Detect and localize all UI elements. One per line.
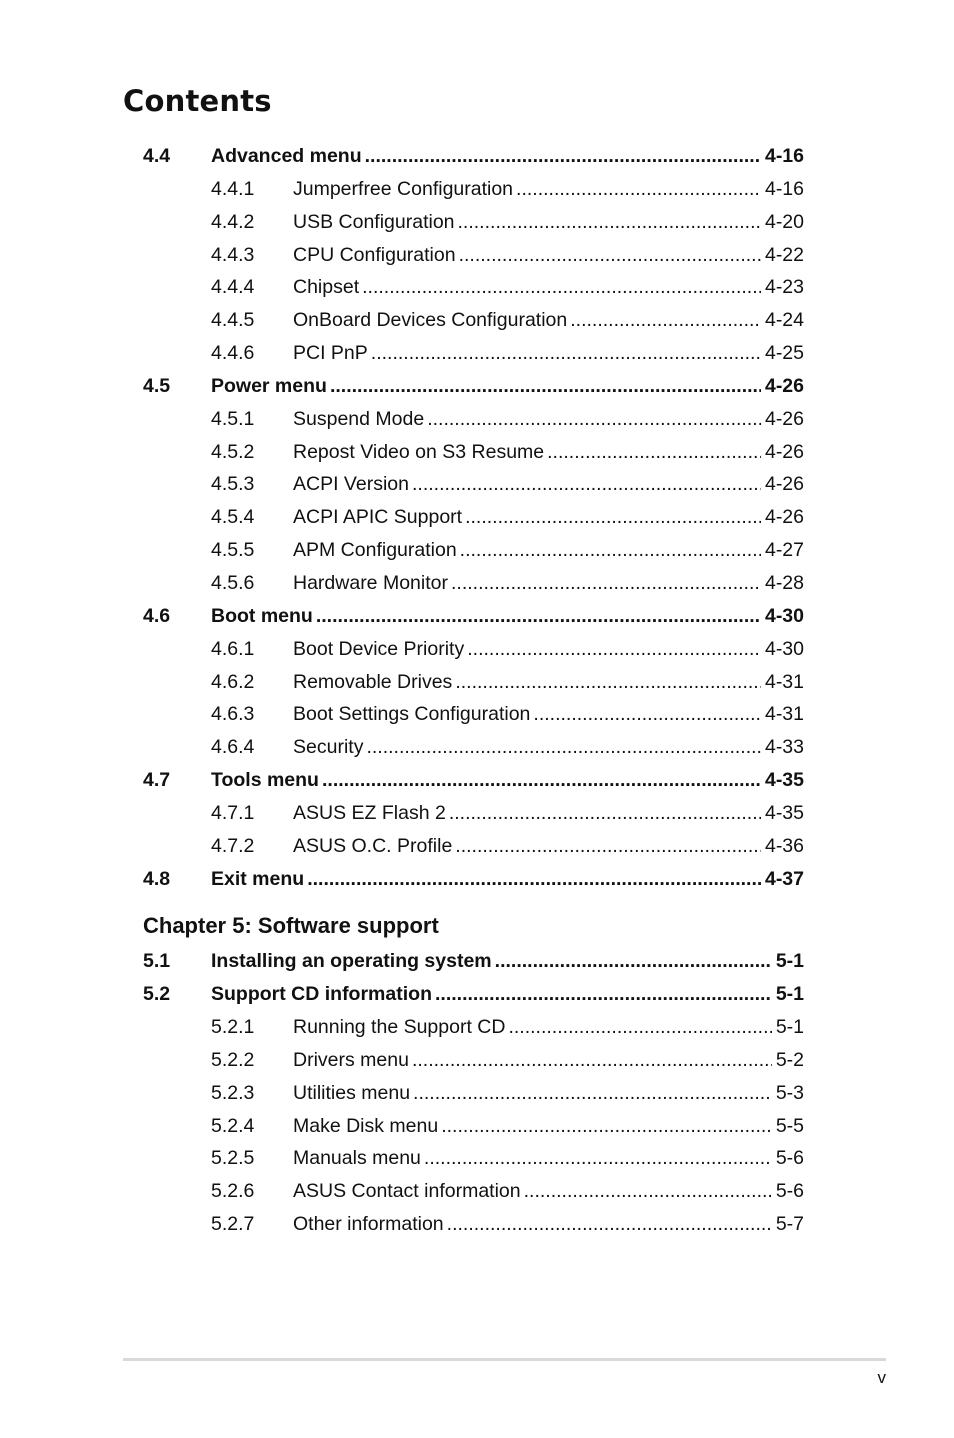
section-number: 5.2 xyxy=(143,983,171,1006)
footer-divider xyxy=(123,1358,886,1361)
toc-subsection-entry[interactable] xyxy=(143,501,804,534)
page-reference: 4-24 xyxy=(764,309,804,332)
section-title: Security xyxy=(293,736,364,759)
section-number: 4.7.2 xyxy=(211,834,255,857)
section-number: 4.6 xyxy=(143,604,171,627)
dot-leader xyxy=(427,403,761,436)
dot-leader xyxy=(459,239,761,272)
toc-subsection-entry[interactable] xyxy=(143,304,804,337)
section-number: 4.6.2 xyxy=(211,670,255,693)
page-reference: 4-31 xyxy=(764,670,804,693)
section-title: Advanced menu xyxy=(211,145,362,167)
page-reference: 4-16 xyxy=(764,177,804,200)
dot-leader xyxy=(435,978,772,1011)
section-title: Removable Drives xyxy=(293,670,453,693)
section-number: 5.2.4 xyxy=(211,1114,255,1137)
section-number: 4.5 xyxy=(143,374,171,397)
dot-leader xyxy=(449,797,761,830)
section-number: 4.8 xyxy=(143,867,171,890)
dot-leader xyxy=(412,1044,772,1077)
page-reference: 4-26 xyxy=(764,374,804,397)
table-of-contents xyxy=(143,140,804,1241)
page-reference: 4-33 xyxy=(764,736,804,759)
section-title: ASUS O.C. Profile xyxy=(293,834,453,857)
dot-leader xyxy=(330,370,761,403)
section-number: 4.4.6 xyxy=(211,342,255,365)
page-reference: 4-27 xyxy=(764,539,804,562)
toc-section-entry[interactable] xyxy=(143,370,804,403)
toc-subsection-entry[interactable] xyxy=(143,173,804,206)
toc-subsection-entry[interactable] xyxy=(143,698,804,731)
page-reference: 4-16 xyxy=(764,145,804,167)
dot-leader xyxy=(424,1142,772,1175)
toc-subsection-entry[interactable] xyxy=(143,633,804,666)
section-title: Jumperfree Configuration xyxy=(293,177,514,200)
dot-leader xyxy=(460,534,761,567)
dot-leader xyxy=(495,945,772,978)
section-number: 4.7.1 xyxy=(211,801,255,824)
section-number: 4.4.2 xyxy=(211,210,255,233)
dot-leader xyxy=(366,731,761,764)
chapter-4-list xyxy=(143,140,804,895)
page-reference: 4-35 xyxy=(764,769,804,792)
dot-leader xyxy=(316,600,761,633)
chapter-heading: Chapter 5: Software support xyxy=(143,913,439,939)
section-number: 5.2.3 xyxy=(211,1081,255,1104)
toc-section-entry[interactable] xyxy=(143,978,804,1011)
section-number: 4.5.2 xyxy=(211,440,255,463)
dot-leader xyxy=(570,304,761,337)
section-number: 4.6.1 xyxy=(211,637,255,660)
section-title: Utilities menu xyxy=(293,1081,411,1104)
section-number: 4.5.5 xyxy=(211,539,255,562)
dot-leader xyxy=(547,436,761,469)
toc-section-entry[interactable] xyxy=(143,600,804,633)
dot-leader xyxy=(465,501,761,534)
section-number: 4.6.3 xyxy=(211,703,255,726)
dot-leader xyxy=(441,1110,772,1143)
toc-subsection-entry[interactable] xyxy=(143,1208,804,1241)
page-reference: 5-6 xyxy=(775,1147,804,1170)
toc-subsection-entry[interactable] xyxy=(143,534,804,567)
section-title: Running the Support CD xyxy=(293,1016,506,1039)
toc-subsection-entry[interactable] xyxy=(143,239,804,272)
page-reference: 4-30 xyxy=(764,637,804,660)
section-title: Hardware Monitor xyxy=(293,571,448,594)
page-reference: 4-25 xyxy=(764,342,804,365)
section-title: Support CD information xyxy=(211,983,432,1006)
toc-subsection-entry[interactable] xyxy=(143,731,804,764)
toc-subsection-entry[interactable] xyxy=(143,337,804,370)
page-reference: 4-20 xyxy=(764,210,804,233)
dot-leader xyxy=(322,764,761,797)
dot-leader xyxy=(467,633,761,666)
section-title: Repost Video on S3 Resume xyxy=(293,440,545,463)
page-reference: 4-36 xyxy=(764,834,804,857)
section-title: OnBoard Devices Configuration xyxy=(293,309,568,332)
toc-subsection-entry[interactable] xyxy=(143,830,804,863)
page-reference: 5-6 xyxy=(775,1180,804,1203)
page-reference: 5-2 xyxy=(775,1048,804,1071)
toc-section-entry[interactable] xyxy=(143,863,804,896)
dot-leader xyxy=(516,173,761,206)
section-title: APM Configuration xyxy=(293,539,457,562)
page-reference: 4-30 xyxy=(764,604,804,627)
section-title: ACPI APIC Support xyxy=(293,506,463,529)
dot-leader xyxy=(371,337,761,370)
page-reference: 4-31 xyxy=(764,703,804,726)
page-number: v xyxy=(877,1368,886,1387)
dot-leader xyxy=(524,1175,772,1208)
section-title: ACPI Version xyxy=(293,473,409,496)
dot-leader xyxy=(365,140,761,173)
section-title: Tools menu xyxy=(211,769,319,792)
page-reference: 4-28 xyxy=(764,571,804,594)
toc-section-entry[interactable] xyxy=(143,945,804,978)
toc-subsection-entry[interactable] xyxy=(143,206,804,239)
toc-subsection-entry[interactable] xyxy=(143,1142,804,1175)
section-number: 5.2.2 xyxy=(211,1048,255,1071)
section-title: Installing an operating system xyxy=(211,950,492,973)
section-number: 5.2.1 xyxy=(211,1016,255,1039)
page-reference: 4-37 xyxy=(764,867,804,890)
page-reference: 5-1 xyxy=(775,1016,804,1039)
section-title: Boot Device Priority xyxy=(293,637,465,660)
section-title: Exit menu xyxy=(211,867,305,890)
page-reference: 5-3 xyxy=(775,1081,804,1104)
toc-section-entry[interactable] xyxy=(143,140,804,173)
toc-subsection-entry[interactable] xyxy=(143,666,804,699)
section-title: CPU Configuration xyxy=(293,243,456,266)
page-reference: 4-26 xyxy=(764,407,804,430)
section-number: 4.4.5 xyxy=(211,309,255,332)
section-title: PCI PnP xyxy=(293,342,368,365)
section-number: 4.4 xyxy=(143,145,171,167)
dot-leader xyxy=(447,1208,772,1241)
toc-subsection-entry[interactable] xyxy=(143,1044,804,1077)
section-number: 4.6.4 xyxy=(211,736,255,759)
section-number: 4.4.1 xyxy=(211,177,255,200)
section-title: Manuals menu xyxy=(293,1147,421,1170)
page-reference: 4-22 xyxy=(764,243,804,266)
section-title: Make Disk menu xyxy=(293,1114,439,1137)
section-number: 4.5.4 xyxy=(211,506,255,529)
toc-subsection-entry[interactable] xyxy=(143,1011,804,1044)
page-title: Contents xyxy=(123,84,272,118)
section-title: ASUS EZ Flash 2 xyxy=(293,801,446,824)
dot-leader xyxy=(455,666,761,699)
dot-leader xyxy=(451,567,761,600)
section-title: Other information xyxy=(293,1213,444,1236)
section-title: Suspend Mode xyxy=(293,407,425,430)
toc-subsection-entry[interactable] xyxy=(143,1077,804,1110)
page-reference: 4-26 xyxy=(764,506,804,529)
dot-leader xyxy=(508,1011,771,1044)
toc-subsection-entry[interactable] xyxy=(143,1175,804,1208)
toc-subsection-entry[interactable] xyxy=(143,403,804,436)
section-title: ASUS Contact information xyxy=(293,1180,521,1203)
toc-subsection-entry[interactable] xyxy=(143,436,804,469)
dot-leader xyxy=(412,468,761,501)
section-number: 4.7 xyxy=(143,769,171,792)
section-title: USB Configuration xyxy=(293,210,455,233)
section-title: Boot menu xyxy=(211,604,313,627)
dot-leader xyxy=(455,830,761,863)
page-reference: 5-1 xyxy=(775,950,804,973)
section-number: 4.4.3 xyxy=(211,243,255,266)
toc-subsection-entry[interactable] xyxy=(143,797,804,830)
page-reference: 5-1 xyxy=(775,983,804,1006)
dot-leader xyxy=(307,863,761,896)
dot-leader xyxy=(533,698,761,731)
page-reference: 4-26 xyxy=(764,440,804,463)
section-number: 4.4.4 xyxy=(211,276,255,299)
dot-leader xyxy=(413,1077,772,1110)
section-number: 5.2.5 xyxy=(211,1147,255,1170)
section-title: Boot Settings Configuration xyxy=(293,703,531,726)
toc-subsection-entry[interactable] xyxy=(143,567,804,600)
toc-subsection-entry[interactable] xyxy=(143,271,804,304)
dot-leader xyxy=(362,271,761,304)
chapter-5-list xyxy=(143,945,804,1241)
page-reference: 5-7 xyxy=(775,1213,804,1236)
page-reference: 5-5 xyxy=(775,1114,804,1137)
section-number: 4.5.1 xyxy=(211,407,255,430)
section-number: 5.1 xyxy=(143,950,171,973)
section-title: Drivers menu xyxy=(293,1048,409,1071)
section-number: 4.5.6 xyxy=(211,571,255,594)
page-reference: 4-26 xyxy=(764,473,804,496)
section-number: 4.5.3 xyxy=(211,473,255,496)
section-title: Power menu xyxy=(211,374,327,397)
page-reference: 4-35 xyxy=(764,801,804,824)
toc-subsection-entry[interactable] xyxy=(143,468,804,501)
section-number: 5.2.6 xyxy=(211,1180,255,1203)
page-reference: 4-23 xyxy=(764,276,804,299)
section-number: 5.2.7 xyxy=(211,1213,255,1236)
toc-section-entry[interactable] xyxy=(143,764,804,797)
dot-leader xyxy=(458,206,761,239)
toc-subsection-entry[interactable] xyxy=(143,1110,804,1143)
section-title: Chipset xyxy=(293,276,360,299)
